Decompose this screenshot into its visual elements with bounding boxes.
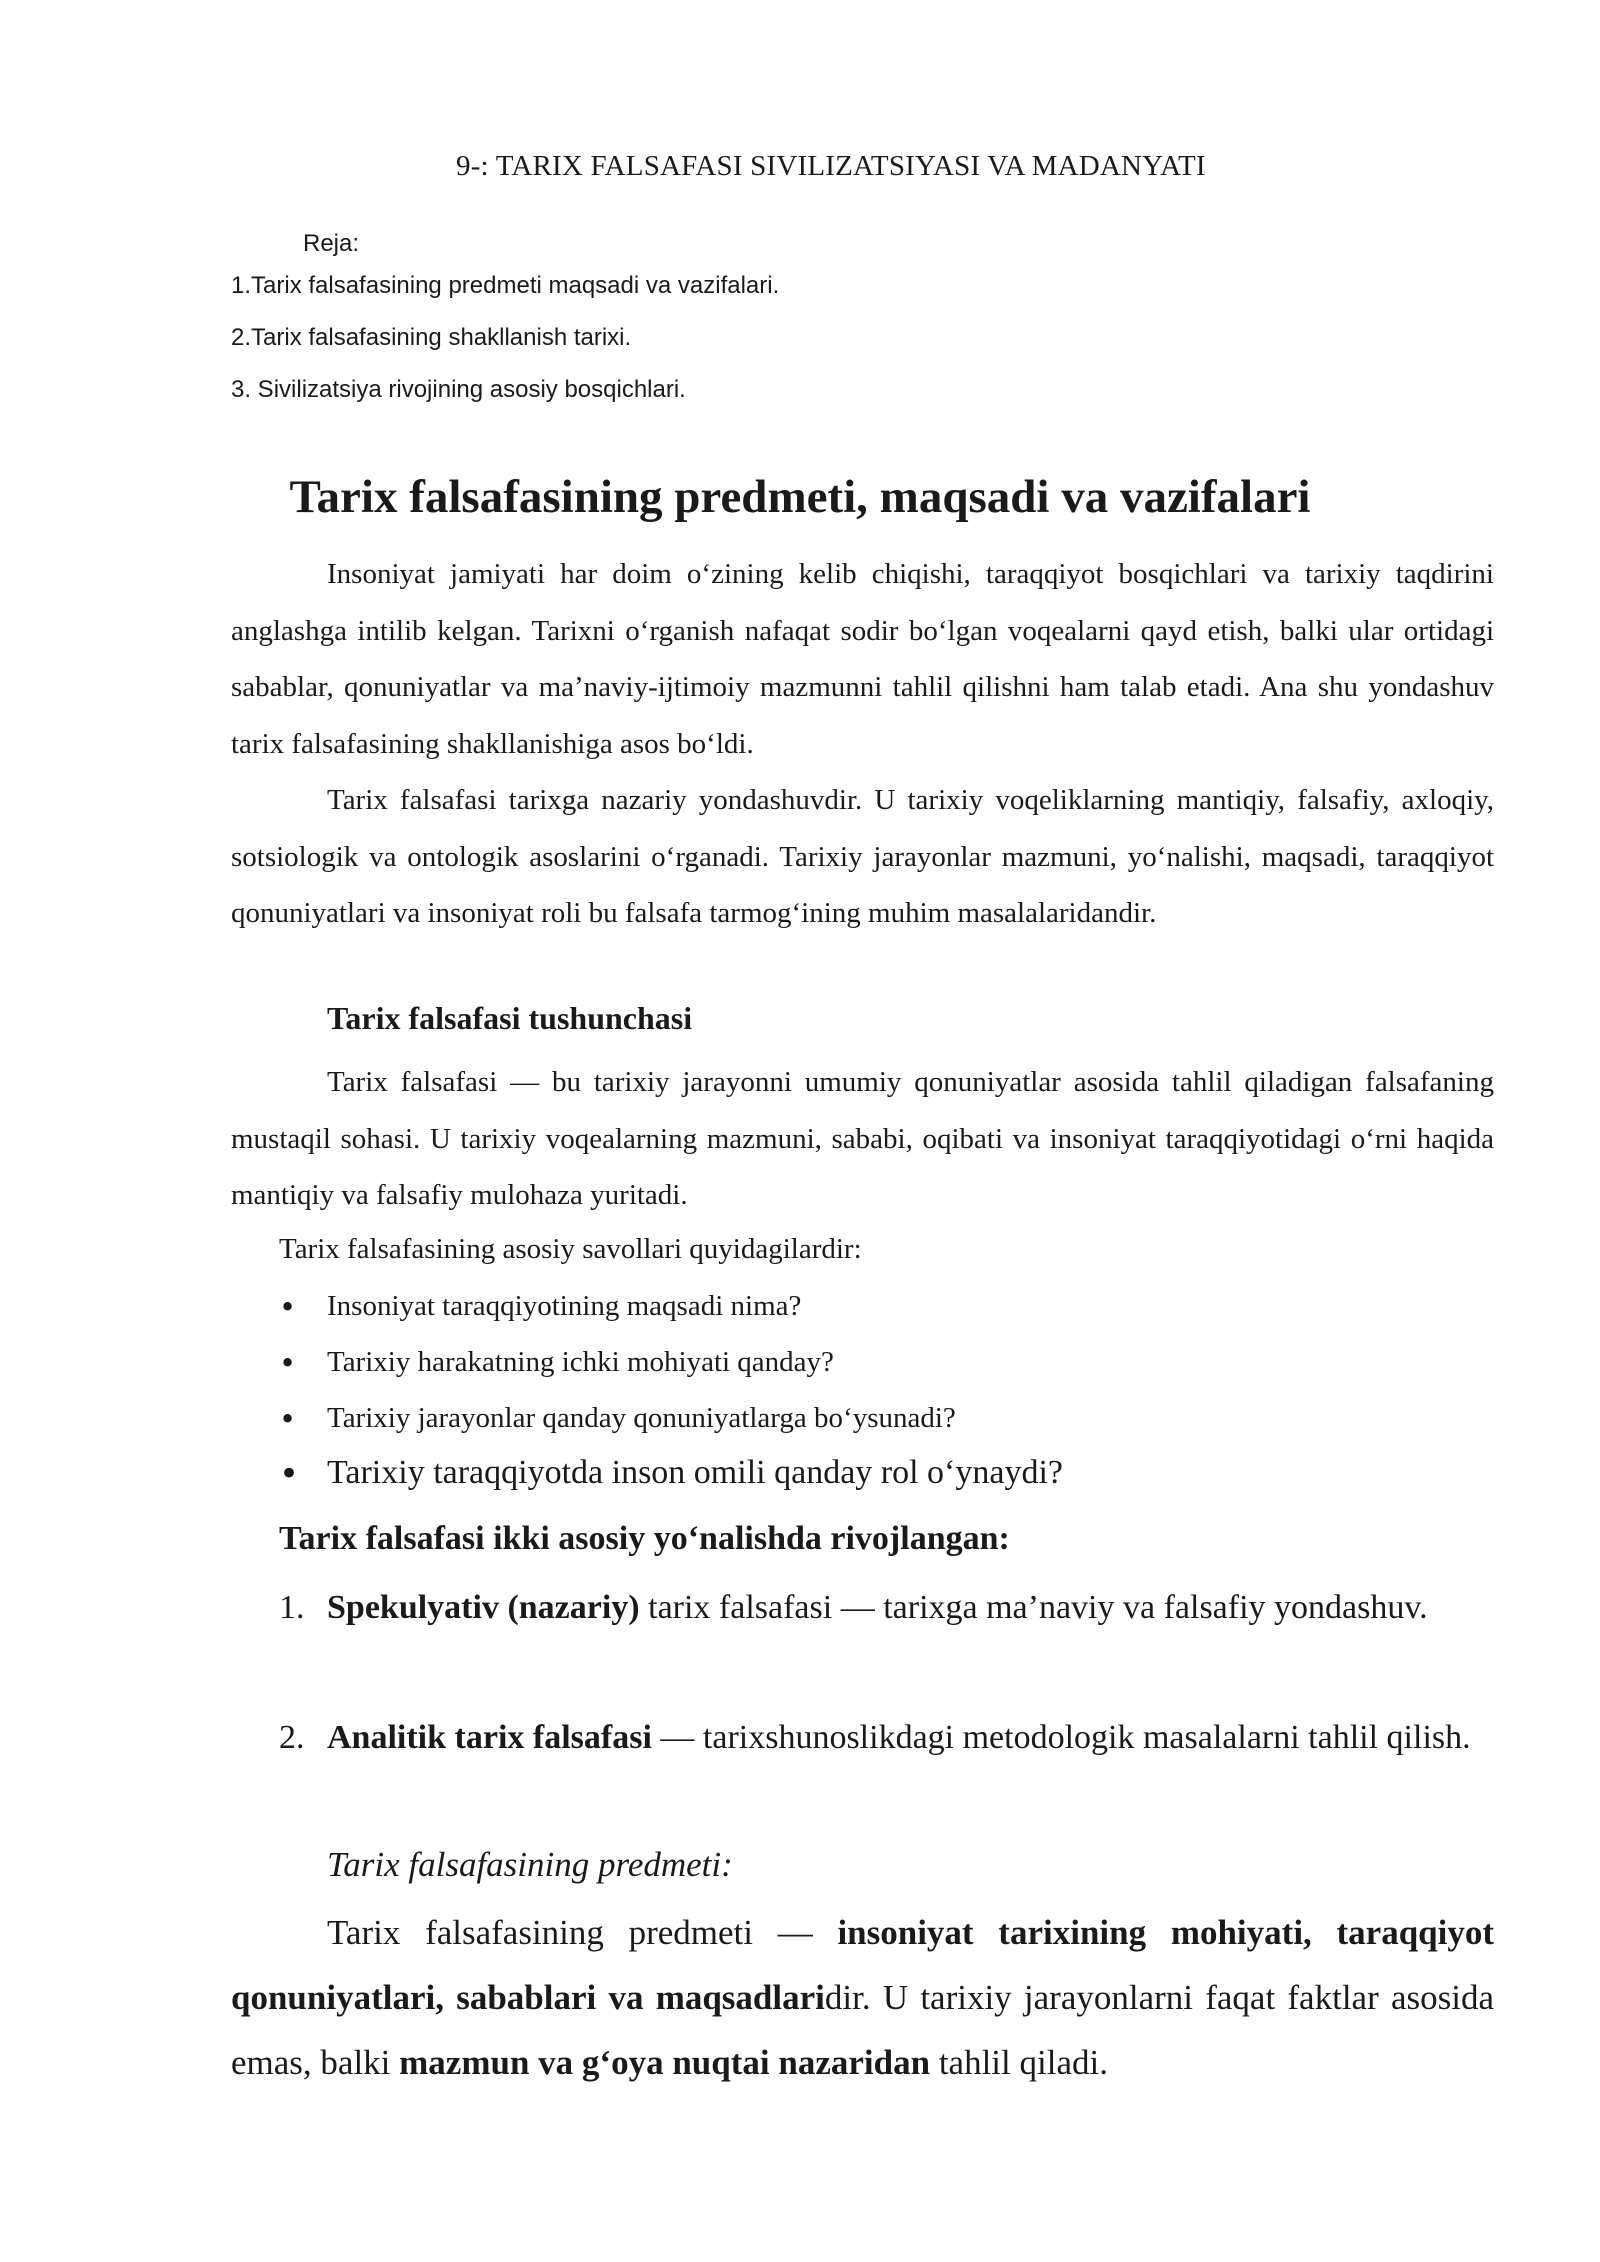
question-text: Tarixiy taraqqiyotda inson omili qanday rol o‘ynaydi? (327, 1454, 1063, 1491)
item-number: 1. (279, 1589, 305, 1626)
chapter-title: 9-: TARIX FALSAFASI SIVILIZATSIYASI VA MADANYATI (456, 150, 1206, 182)
subject-text: tahlil qiladi. (930, 2043, 1108, 2082)
directions-heading: Tarix falsafasi ikki asosiy yo‘nalishda rivojlangan: (279, 1520, 1010, 1557)
subject-emphasis: insoniyat tarixining mohiyati, taraqqiyot qonuniyatlari, sabablari va maqsadlari (231, 1913, 1495, 2017)
plan-item-3: 3. Sivilizatsiya rivojining asosiy bosqichlari. (231, 376, 686, 403)
direction-item-2 (231, 1705, 1494, 1770)
plan-item-2: 2.Tarix falsafasining shakllanish tarixi. (231, 324, 632, 351)
bullet-icon: • (279, 1346, 297, 1380)
bullet-icon: • (279, 1454, 300, 1494)
direction-description: — tarixshunoslikdagi metodologik masalalarni tahlil qilish. (651, 1719, 1471, 1756)
subject-paragraph (231, 1900, 1494, 2095)
direction-name: Analitik tarix falsafasi (327, 1719, 652, 1756)
question-text: Tarixiy jarayonlar qanday qonuniyatlarga bo‘ysunadi? (327, 1402, 956, 1434)
direction-item-1 (231, 1575, 1494, 1640)
question-text: Insoniyat taraqqiyotining maqsadi nima? (327, 1290, 802, 1322)
direction-name: Spekulyativ (nazariy) (327, 1589, 640, 1626)
bullet-icon: • (279, 1290, 297, 1324)
subject-heading: Tarix falsafasining predmeti: (327, 1845, 733, 1884)
concept-paragraph: Tarix falsafasi — bu tarixiy jarayonni umumiy qonuniyatlar asosida tahlil qiladigan falsafaning mustaqil sohasi. U tarixiy voqealarning mazmuni, sababi, oqibati va insoniyat taraqqiyotidagi o‘rni haqida mantiqiy va falsafiy mulohaza yuritadi. (231, 1066, 1494, 1211)
question-text: Tarixiy harakatning ichki mohiyati qanday? (327, 1346, 834, 1378)
paragraph-2: Tarix falsafasi tarixga nazariy yondashuvdir. U tarixiy voqeliklarning mantiqiy, falsafiy, axloqiy, sotsiologik va ontologik asoslarini o‘rganadi. Tarixiy jarayonlar mazmuni, yo‘nalishi, maqsadi, taraqqiyot qonuniyatlari va insoniyat roli bu falsafa tarmog‘ining muhim masalalaridandir. (231, 784, 1494, 929)
section-title: Tarix falsafasining predmeti, maqsadi va vazifalari (289, 471, 1311, 523)
plan-item-1: 1.Tarix falsafasining predmeti maqsadi va vazifalari. (231, 272, 780, 299)
direction-description: tarix falsafasi — tarixga ma’naviy va falsafiy yondashuv. (639, 1589, 1428, 1626)
paragraph-1: Insoniyat jamiyati har doim o‘zining kelib chiqishi, taraqqiyot bosqichlari va tarixiy taqdirini anglashga intilib kelgan. Tarixni o‘rganish nafaqat sodir bo‘lgan voqealarni qayd etish, balki ular ortidagi sabablar, qonuniyatlar va ma’naviy-ijtimoiy mazmunni tahlil qilishni ham talab etadi. Ana shu yondashuv tarix falsafasining shakllanishiga asos bo‘ldi. (231, 558, 1494, 760)
subject-emphasis: mazmun va g‘oya nuqtai nazaridan (399, 2043, 931, 2082)
subject-text: dir. U tarixiy jarayonlarni faqat faktlar asosida emas, balki (231, 1978, 1494, 2082)
bullet-icon: • (279, 1402, 297, 1436)
plan-label: Reja: (303, 230, 360, 257)
item-number: 2. (279, 1719, 305, 1756)
subject-text: Tarix falsafasining predmeti — (327, 1913, 838, 1952)
questions-intro: Tarix falsafasining asosiy savollari quyidagilardir: (279, 1233, 862, 1265)
concept-heading: Tarix falsafasi tushunchasi (327, 1000, 693, 1036)
